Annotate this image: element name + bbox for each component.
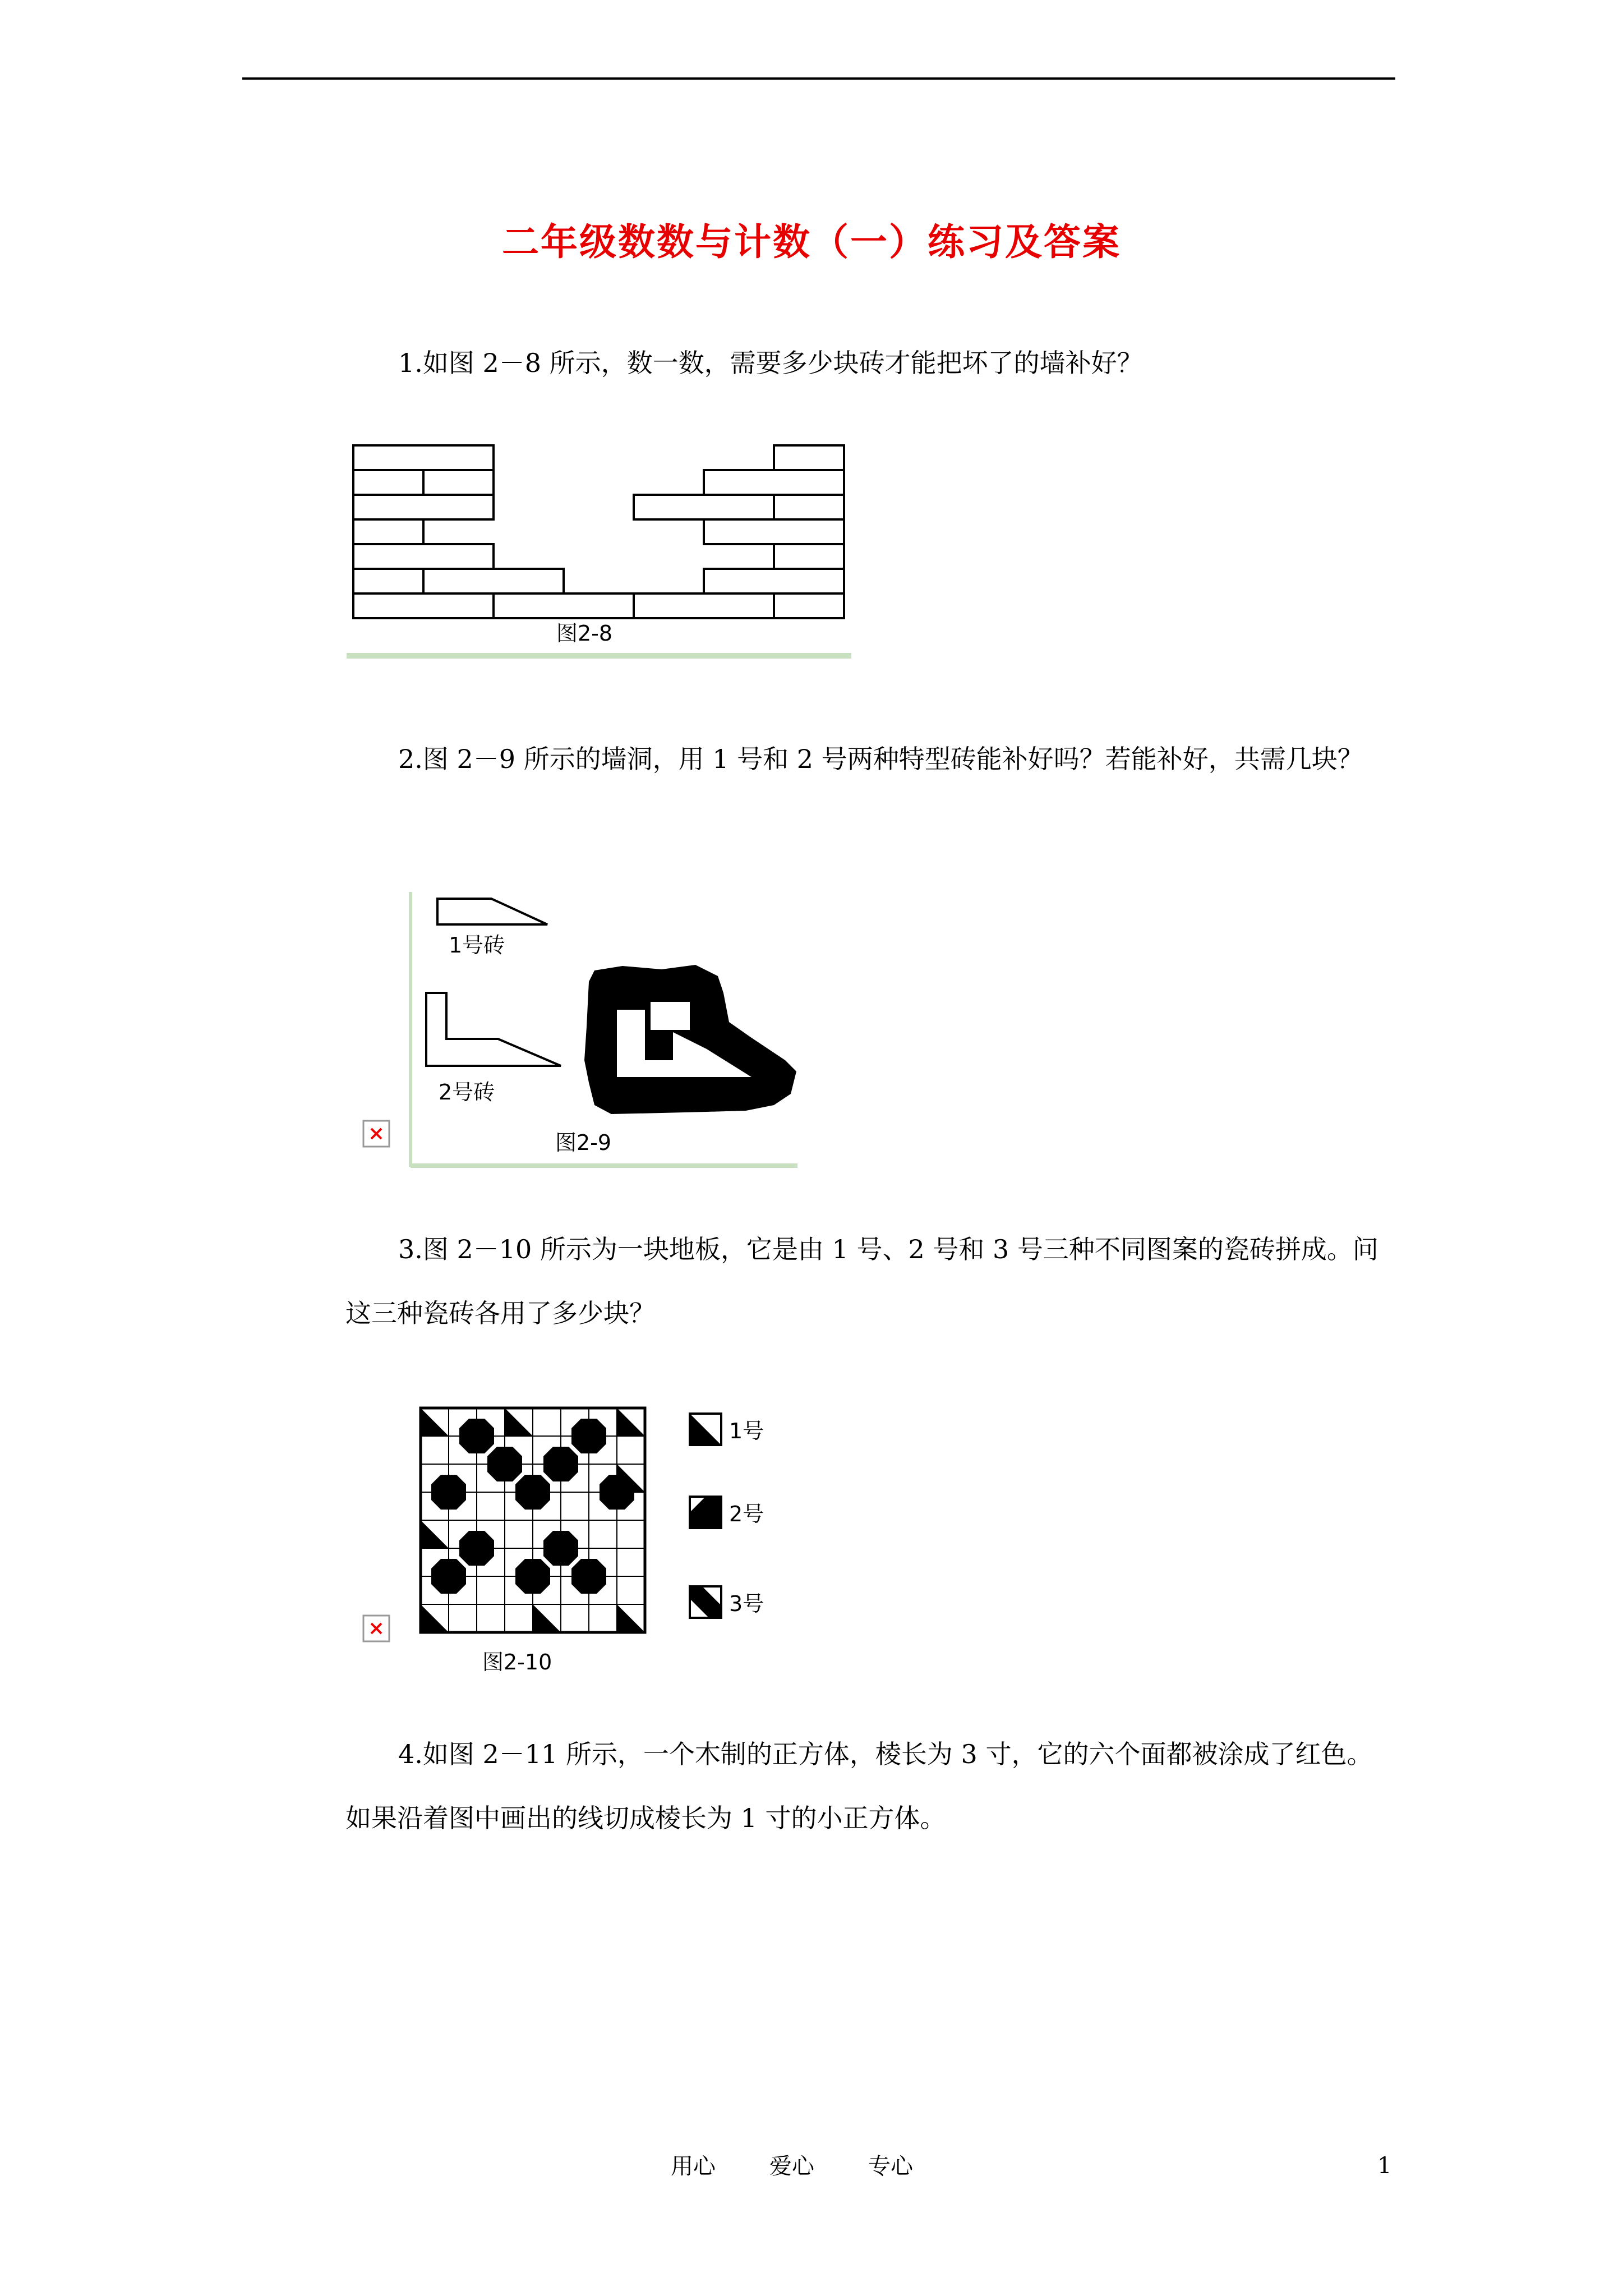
legend-tile-3 [690, 1586, 764, 1618]
wall-hole [584, 965, 796, 1114]
question-1 [345, 331, 1394, 395]
figure-2-10-caption: 图2-10 [482, 1650, 552, 1674]
brick-2-shape [426, 993, 561, 1066]
svg-text:2号: 2号 [729, 1502, 764, 1526]
footer-item-1: 用心 [671, 2154, 716, 2179]
figure-2-10 [359, 1402, 852, 1683]
floor-tile-grid [421, 1408, 645, 1632]
legend-tile-1 [690, 1414, 764, 1445]
svg-text:1号: 1号 [729, 1419, 764, 1443]
figure-2-9-caption: 图2-9 [555, 1130, 612, 1155]
ground-line [347, 653, 851, 659]
question-2-text: 2.图 2－9 所示的墙洞，用 1 号和 2 号两种特型砖能补好吗？若能补好，共需几块？ [398, 744, 1363, 774]
brick-2-label: 2号砖 [439, 1080, 495, 1105]
brick-1-shape [437, 899, 547, 924]
broken-image-icon [363, 1121, 389, 1147]
footer-item-2: 爱心 [769, 2154, 814, 2179]
ground-line [411, 1163, 797, 1168]
legend-tile-2 [690, 1497, 764, 1528]
figure-2-8-caption: 图2-8 [556, 621, 613, 646]
question-3-text: 3.图 2－10 所示为一块地板，它是由 1 号、2 号和 3 号三种不同图案的瓷砖拼成。问这三种瓷砖各用了多少块？ [345, 1234, 1378, 1328]
figure-2-9 [359, 892, 808, 1184]
svg-text:3号: 3号 [729, 1591, 764, 1616]
question-1-text: 1.如图 2－8 所示，数一数，需要多少块砖才能把坏了的墙补好？ [398, 348, 1143, 378]
header-rule [242, 77, 1395, 80]
question-4-text: 4.如图 2－11 所示，一个木制的正方体，棱长为 3 寸，它的六个面都被涂成了红色。如果沿着图中画出的线切成棱长为 1 寸的小正方体。 [345, 1739, 1373, 1833]
broken-image-icon [363, 1616, 389, 1641]
question-4 [345, 1722, 1394, 1850]
question-3 [345, 1217, 1394, 1345]
wall-bricks [353, 445, 844, 618]
page-number: 1 [1377, 2153, 1392, 2179]
brick-1-label: 1号砖 [449, 933, 505, 958]
page-title: 二年级数数与计数（一）练习及答案 [502, 220, 1121, 264]
footer-item-3: 专心 [868, 2154, 913, 2179]
question-2 [345, 727, 1394, 791]
tile-legend [690, 1414, 764, 1618]
figure-2-8 [342, 438, 858, 662]
